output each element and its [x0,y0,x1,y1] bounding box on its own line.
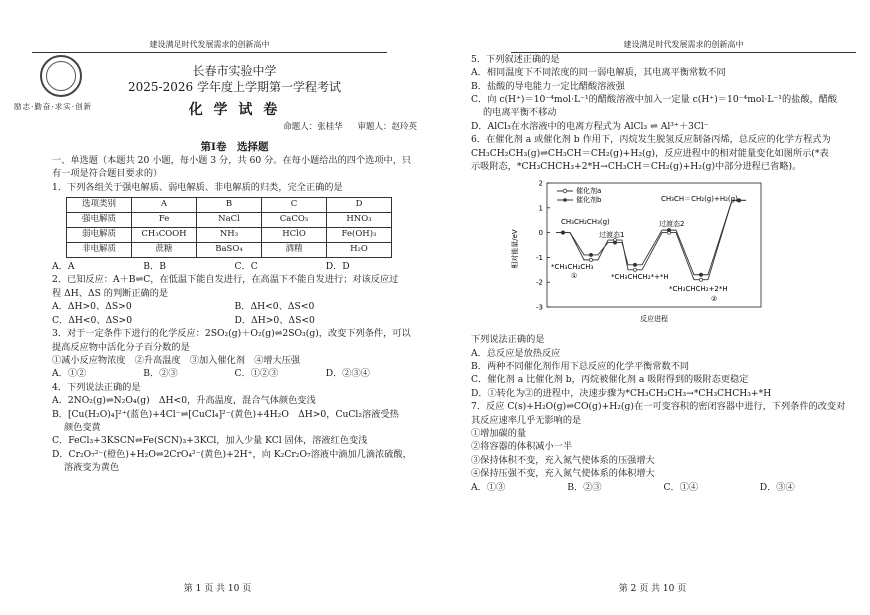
option-a: A．①③ [471,481,506,493]
table-cell: 非电解质 [67,242,132,257]
school-slogan: 励志·勤奋·求实·创新 [14,102,93,111]
q4-option-c: C．FeCl₃+3KSCN⇌Fe(SCN)₃+3KCl，加入少量 KCl 固体，溶液红色变浅 [52,435,368,447]
y-tick-label: -1 [536,253,543,262]
section-title: 第Ⅰ卷 选择题 [200,140,269,153]
series-point [667,228,670,231]
option-c: C．①②③ [234,368,279,380]
table-cell: 蔗糖 [132,242,197,257]
table-cell: BaSO₄ [197,242,262,257]
exam-title: 2025-2026 学年度上学期第一学程考试 [128,79,341,94]
q5-option-c: C．向 c(H⁺)＝10⁻⁴mol·L⁻¹的醋酸溶液中加入一定量 c(H⁺)＝10⁻⁴mol·L⁻¹的盐酸，醋酸 [471,94,838,106]
author-reviewer: 审题人：赵玲英 [357,122,417,133]
y-axis-label: 相对能量/eV [511,228,519,269]
question-3: 3．对于一定条件下进行的化学反应：2SO₂(g)＋O₂(g)⇌2SO₃(g)，改变下列条件，可以 [52,328,411,340]
y-tick-label: 1 [538,203,543,212]
motto-banner: 建设满足时代发展需求的创新高中 [32,40,387,53]
table-cell: Fe [132,212,197,227]
q4-option-d-cont: 溶液变为黄色 [64,462,120,474]
series-point [633,263,636,266]
question-6-cont: CH₃CH₂CH₃(g)⇌CH₃CH＝CH₂(g)+H₂(g)，反应进程中的相对能量变化如图所示(*表 [471,147,829,159]
q5-option-d: D．AlCl₃在水溶液中的电离方程式为 AlCl₃ ⇌ Al³⁺＋3Cl⁻ [471,120,709,132]
q5-option-c-cont: 的电离平衡不移动 [483,107,557,119]
energy-diagram [511,179,771,327]
label-ts2: 过渡态2 [659,219,685,228]
y-tick-label: -2 [536,278,543,287]
label-intermediate-2: *CH₃CHCH₂*+*H [611,272,669,281]
table-cell: NaCl [197,212,262,227]
q4-option-a: A．2NO₂(g)⇌N₂O₄(g) ΔH<0，升高温度，混合气体颜色变浅 [52,395,316,407]
table-cell: HClO [262,227,327,242]
question-2: 2．已知反应：A＋B⇌C，在低温下能自发进行，在高温下不能自发进行；对该反应过 [52,274,399,286]
q1-options [52,261,417,273]
motto-banner: 建设满足时代发展需求的创新高中 [511,40,856,53]
question-7: 7．反应 C(s)+H₂O(g)⇌CO(g)+H₂(g)在一可变容积的密闭容器中进行，下列条件的改变对 [471,401,846,413]
q4-option-b: B．[Cu(H₂O)₄]²⁺(蓝色)+4Cl⁻⇌[CuCl₄]²⁻(黄色)+4H₂O ΔH>0，CuCl₂溶液受热 [52,408,399,420]
page-footer: 第 2 页 共 10 页 [618,583,687,594]
q7-item-4: ④保持压强不变，充入氮气使体系的体积增大 [471,468,655,480]
option-c: C．ΔH<0、ΔS>0 [52,314,133,326]
table-cell: 弱电解质 [67,227,132,242]
q7-item-2: ②将容器的体积减小一半 [471,441,573,453]
instructions: 一、单选题（本题共 20 小题，每小题 3 分，共 60 分。在每小题给出的四个选项中，只 [52,154,412,166]
table-cell: B [197,197,262,212]
table-cell: NH₃ [197,227,262,242]
question-3-items: ①减小反应物浓度 ②升高温度 ③加入催化剂 ④增大压强 [52,354,301,366]
q3-options [52,368,417,380]
series-point [589,258,592,261]
table-cell: 强电解质 [67,212,132,227]
page-2 [435,0,870,615]
q5-option-a: A．相同温度下不同浓度的同一弱电解质，其电离平衡常数不同 [471,67,726,79]
q7-item-1: ①增加碳的量 [471,428,527,440]
q4-option-b-cont: 颜色变黄 [64,422,101,434]
option-a: A．A [52,260,75,272]
question-6: 6．在催化剂 a 或催化剂 b 作用下，丙烷发生脱氢反应制备丙烯，总反应的化学方程式为 [471,134,831,146]
series-point [561,231,564,234]
series-point [699,273,702,276]
question-1: 1．下列各组关于强电解质、弱电解质、非电解质的归类，完全正确的是 [52,181,343,193]
q2-options-row1 [52,301,417,313]
table-cell: H₂O [327,242,392,257]
table-cell: C [262,197,327,212]
series-point [589,253,592,256]
legend-marker-a [563,189,567,193]
option-c: C．①④ [663,481,699,493]
question-2-cont: 程 ΔH、ΔS 的判断正确的是 [52,287,169,299]
q4-option-d: D．Cr₂O₇²⁻(橙色)+H₂O⇌2CrO₄²⁻(黄色)+2H⁺，向 K₂Cr₂O₇溶液中滴加几滴浓硫酸， [52,448,412,460]
y-tick-label: 2 [538,179,543,188]
label-reactant: CH₃CH₂CH₃(g) [561,217,610,226]
question-6-cont2: 示吸附态，*CH₃CHCH₃+2*H→CH₃CH＝CH₂(g)+H₂(g)中部分进程已省略)。 [471,161,802,173]
table-header-row [67,197,392,212]
legend-marker-b [563,198,567,202]
q6-option-a: A．总反应是放热反应 [471,347,561,359]
table-row [67,227,392,242]
instructions-cont: 有一项是符合题目要求的） [52,168,163,180]
table-row [67,242,392,257]
table-cell: A [132,197,197,212]
author-setter: 命题人：张桂华 [283,122,343,133]
option-d: D．ΔH>0、ΔS<0 [234,314,315,326]
series-point [699,278,702,281]
q6-option-c: C．催化剂 a 比催化剂 b，丙烷被催化剂 a 吸附得到的吸附态更稳定 [471,374,749,386]
table-cell: D [327,197,392,212]
q2-options-row2 [52,315,417,327]
option-a: A．ΔH>0、ΔS>0 [52,301,132,313]
label-intermediate-3: *CH₃CHCH₂+2*H [669,284,728,293]
x-axis-label: 反应进程 [640,314,668,323]
table-cell: CaCO₃ [262,212,327,227]
y-tick-label: 0 [538,228,543,237]
label-ts1: 过渡态1 [599,230,625,239]
y-axis-ticks [536,179,550,311]
option-d: D．D [325,260,350,272]
question-3-cont: 提高反应物中活化分子百分数的是 [52,341,190,353]
legend [557,186,602,204]
q6-option-d: D．①转化为②的进程中，决速步骤为*CH₃CH₂CH₃→*CH₃CHCH₃+*H [471,387,772,399]
option-d: D．③④ [759,481,795,493]
question-5: 5．下列叙述正确的是 [471,53,560,65]
legend-label-a: 催化剂a [576,186,602,195]
q5-option-b: B．盐酸的导电能力一定比醋酸溶液强 [471,80,625,92]
q7-item-3: ③保持体积不变，充入氮气使体系的压强增大 [471,454,655,466]
q6-option-b: B．两种不同催化剂作用下总反应的化学平衡常数不同 [471,360,690,372]
label-num-2: ② [711,294,718,303]
option-b: B．②③ [567,481,602,493]
question-7-cont: 其反应速率几乎无影响的是 [471,414,582,426]
series-point [613,241,616,244]
electrolyte-table [66,197,392,258]
table-row [67,212,392,227]
series-point [633,268,636,271]
option-b: B．②③ [143,368,178,380]
label-num-1: ① [571,271,578,280]
series-point [737,198,740,201]
table-cell: 选项类别 [67,197,132,212]
option-d: D．②③④ [325,368,370,380]
table-cell: HNO₃ [327,212,392,227]
page-footer: 第 1 页 共 10 页 [183,583,252,594]
q6-prompt: 下列说法正确的是 [471,334,545,346]
school-logo [40,55,82,97]
table-cell: Fe(OH)₃ [327,227,392,242]
option-b: B．B [143,260,166,272]
legend-label-b: 催化剂b [576,195,602,204]
label-intermediate-1: *CH₃CH₂CH₃ [551,262,594,271]
option-a: A．①② [52,368,87,380]
question-4: 4．下列说法正确的是 [52,381,141,393]
school-name: 长春市实验中学 [192,63,277,78]
table-cell: CH₃COOH [132,227,197,242]
q7-options [471,482,856,494]
authors [52,122,417,133]
table-cell: 酒精 [262,242,327,257]
subject-title: 化 学 试 卷 [188,102,281,119]
label-product: CH₃CH＝CH₂(g)+H₂(g) [661,194,738,203]
option-b: B．ΔH<0、ΔS<0 [234,301,315,313]
option-c: C．C [234,260,258,272]
y-tick-label: -3 [536,303,543,312]
